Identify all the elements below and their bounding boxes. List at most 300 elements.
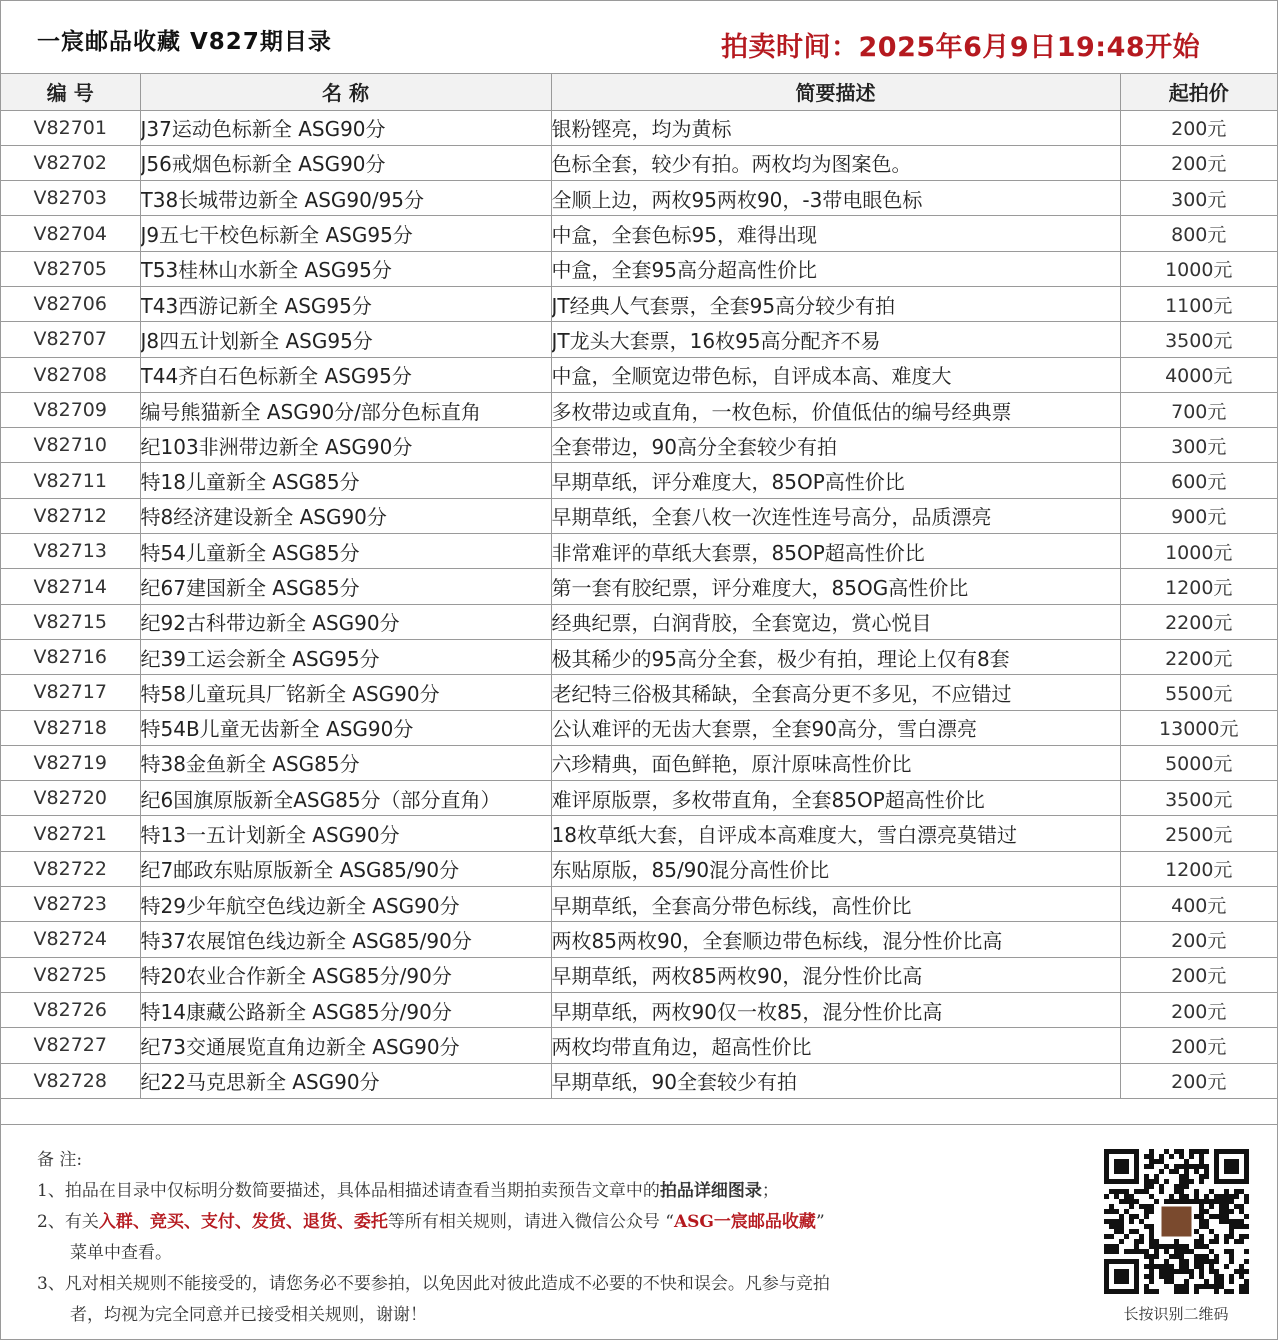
lot-number: V82704 — [1, 216, 140, 251]
qr-module — [1224, 1234, 1229, 1239]
lot-description: 早期草纸，全套高分带色标线，高性价比 — [551, 887, 1120, 922]
qr-module — [1224, 1199, 1229, 1204]
lot-start-price: 300元 — [1120, 428, 1277, 463]
lot-description: 东贴原版，85/90混分高性价比 — [551, 851, 1120, 886]
qr-module — [1159, 1264, 1164, 1269]
qr-module — [1104, 1219, 1109, 1224]
qr-module — [1124, 1249, 1129, 1254]
qr-module — [1194, 1284, 1199, 1289]
qr-module — [1104, 1194, 1109, 1199]
qr-module — [1204, 1164, 1209, 1169]
qr-module — [1159, 1274, 1164, 1279]
qr-module — [1179, 1289, 1184, 1294]
qr-module — [1114, 1224, 1119, 1229]
qr-module — [1109, 1219, 1114, 1224]
qr-module — [1214, 1274, 1219, 1279]
qr-module — [1219, 1209, 1224, 1214]
lot-description: 难评原版票，多枚带直角，全套85OP超高性价比 — [551, 781, 1120, 816]
qr-code-graphic — [1104, 1149, 1249, 1294]
lot-description: 两枚85两枚90，全套顺边带色标线，混分性价比高 — [551, 922, 1120, 957]
lot-start-price: 2500元 — [1120, 816, 1277, 851]
qr-module — [1239, 1284, 1244, 1289]
qr-module — [1244, 1249, 1249, 1254]
qr-module — [1199, 1224, 1204, 1229]
notes-heading: 备 注: — [37, 1150, 83, 1170]
qr-module — [1194, 1229, 1199, 1234]
qr-module — [1189, 1199, 1194, 1204]
lot-description: 六珍精典，面色鲜艳，原汁原味高性价比 — [551, 745, 1120, 780]
lot-start-price: 5500元 — [1120, 675, 1277, 710]
qr-module — [1239, 1224, 1244, 1229]
note-2-item: 竞买 — [149, 1212, 184, 1232]
qr-module — [1134, 1189, 1139, 1194]
qr-module — [1124, 1194, 1129, 1199]
qr-module — [1239, 1264, 1244, 1269]
qr-module — [1149, 1224, 1154, 1229]
lot-start-price: 1200元 — [1120, 851, 1277, 886]
qr-module — [1164, 1249, 1169, 1254]
qr-module — [1154, 1264, 1159, 1269]
notes-section — [1, 1124, 1277, 1340]
qr-module — [1204, 1259, 1209, 1264]
lot-name: 纪73交通展览直角边新全 ASG90分 — [140, 1028, 551, 1063]
qr-module — [1179, 1244, 1184, 1249]
qr-module — [1169, 1264, 1174, 1269]
lot-name: J56戒烟色标新全 ASG90分 — [140, 145, 551, 180]
table-row — [1, 1028, 1277, 1063]
qr-module — [1224, 1264, 1229, 1269]
qr-module — [1139, 1249, 1144, 1254]
lot-name: 特20农业合作新全 ASG85分/90分 — [140, 957, 551, 992]
lot-start-price: 4000元 — [1120, 357, 1277, 392]
qr-module — [1214, 1269, 1219, 1274]
qr-module — [1219, 1204, 1224, 1209]
qr-module — [1144, 1164, 1149, 1169]
lot-description: 18枚草纸大套，自评成本高难度大，雪白漂亮莫错过 — [551, 816, 1120, 851]
qr-module — [1159, 1154, 1164, 1159]
qr-module — [1209, 1259, 1214, 1264]
qr-module — [1204, 1194, 1209, 1199]
qr-module — [1229, 1219, 1234, 1224]
lot-name: 纪103非洲带边新全 ASG90分 — [140, 428, 551, 463]
qr-module — [1179, 1264, 1184, 1269]
qr-module — [1149, 1194, 1154, 1199]
qr-module — [1219, 1199, 1224, 1204]
lot-description: 早期草纸，全套八枚一次连性连号高分，品质漂亮 — [551, 498, 1120, 533]
lot-description: 中盒，全套95高分超高性价比 — [551, 251, 1120, 286]
lot-name: 编号熊猫新全 ASG90分/部分色标直角 — [140, 392, 551, 427]
lot-start-price: 3500元 — [1120, 322, 1277, 357]
lot-number: V82720 — [1, 781, 140, 816]
qr-module — [1134, 1244, 1139, 1249]
qr-module — [1134, 1249, 1139, 1254]
qr-module — [1229, 1259, 1234, 1264]
qr-module — [1174, 1254, 1179, 1259]
qr-module — [1214, 1279, 1219, 1284]
qr-module — [1199, 1269, 1204, 1274]
qr-module — [1229, 1249, 1234, 1254]
note-2-end: ” — [815, 1212, 825, 1232]
qr-module — [1209, 1199, 1214, 1204]
qr-module — [1194, 1189, 1199, 1194]
notes-body — [37, 1145, 1047, 1331]
qr-module — [1134, 1199, 1139, 1204]
lot-description: JT龙头大套票，16枚95高分配齐不易 — [551, 322, 1120, 357]
qr-module — [1144, 1274, 1149, 1279]
note-2-item: 支付 — [200, 1212, 235, 1232]
lot-name: 纪39工运会新全 ASG95分 — [140, 639, 551, 674]
lot-name: 纪67建国新全 ASG85分 — [140, 569, 551, 604]
qr-module — [1229, 1199, 1234, 1204]
qr-module — [1209, 1264, 1214, 1269]
qr-module — [1244, 1269, 1249, 1274]
qr-module — [1129, 1219, 1134, 1224]
table-row — [1, 216, 1277, 251]
qr-module — [1144, 1249, 1149, 1254]
qr-module — [1224, 1189, 1229, 1194]
qr-module — [1179, 1164, 1184, 1169]
note-2-item: 发货 — [251, 1212, 286, 1232]
qr-module — [1169, 1244, 1174, 1249]
qr-module — [1224, 1249, 1229, 1254]
lot-number: V82725 — [1, 957, 140, 992]
qr-module — [1164, 1149, 1169, 1154]
qr-module — [1184, 1289, 1189, 1294]
qr-module — [1114, 1244, 1119, 1249]
qr-module — [1159, 1244, 1164, 1249]
lot-start-price: 300元 — [1120, 181, 1277, 216]
qr-module — [1194, 1164, 1199, 1169]
lot-number: V82711 — [1, 463, 140, 498]
qr-module — [1179, 1199, 1184, 1204]
lot-number: V82727 — [1, 1028, 140, 1063]
qr-module — [1184, 1249, 1189, 1254]
qr-module — [1199, 1284, 1204, 1289]
qr-finder-center — [1114, 1269, 1129, 1284]
lot-description: 中盒，全顺宽边带色标，自评成本高、难度大 — [551, 357, 1120, 392]
qr-module — [1144, 1289, 1149, 1294]
lot-number: V82703 — [1, 181, 140, 216]
qr-module — [1169, 1199, 1174, 1204]
qr-module — [1184, 1279, 1189, 1284]
qr-module — [1184, 1184, 1189, 1189]
qr-module — [1149, 1204, 1154, 1209]
lot-description: 多枚带边或直角，一枚色标，价值低估的编号经典票 — [551, 392, 1120, 427]
qr-module — [1149, 1234, 1154, 1239]
qr-module — [1119, 1224, 1124, 1229]
qr-module — [1144, 1214, 1149, 1219]
qr-module — [1144, 1179, 1149, 1184]
qr-module — [1199, 1244, 1204, 1249]
table-row — [1, 816, 1277, 851]
qr-module — [1219, 1279, 1224, 1284]
qr-module — [1229, 1254, 1234, 1259]
qr-module — [1149, 1289, 1154, 1294]
qr-module — [1149, 1259, 1154, 1264]
qr-module — [1124, 1189, 1129, 1194]
column-header-price: 起拍价 — [1120, 74, 1277, 110]
qr-module — [1179, 1269, 1184, 1274]
table-row — [1, 957, 1277, 992]
qr-module — [1229, 1209, 1234, 1214]
qr-module — [1214, 1239, 1219, 1244]
qr-module — [1114, 1229, 1119, 1234]
lot-description: 经典纪票，白润背胶，全套宽边，赏心悦目 — [551, 604, 1120, 639]
qr-module — [1194, 1289, 1199, 1294]
qr-module — [1209, 1214, 1214, 1219]
note-2-sep: 、 — [234, 1212, 252, 1232]
table-row — [1, 463, 1277, 498]
qr-module — [1119, 1229, 1124, 1234]
qr-module — [1229, 1234, 1234, 1239]
qr-module — [1174, 1184, 1179, 1189]
catalog-table — [1, 74, 1277, 1099]
qr-module — [1114, 1189, 1119, 1194]
qr-module — [1174, 1289, 1179, 1294]
qr-module — [1204, 1219, 1209, 1224]
qr-module — [1154, 1244, 1159, 1249]
qr-code[interactable] — [1104, 1149, 1249, 1294]
qr-module — [1164, 1264, 1169, 1269]
lot-description: 极其稀少的95高分全套，极少有拍，理论上仅有8套 — [551, 639, 1120, 674]
qr-module — [1199, 1164, 1204, 1169]
qr-module — [1144, 1264, 1149, 1269]
lot-description: 色标全套，较少有拍。两枚均为图案色。 — [551, 145, 1120, 180]
lot-name: 特29少年航空色线边新全 ASG90分 — [140, 887, 551, 922]
qr-module — [1199, 1204, 1204, 1209]
qr-module — [1224, 1194, 1229, 1199]
column-header-number: 编 号 — [1, 74, 140, 110]
qr-module — [1184, 1179, 1189, 1184]
lot-number: V82702 — [1, 145, 140, 180]
lot-name: J9五七干校色标新全 ASG95分 — [140, 216, 551, 251]
lot-number: V82716 — [1, 639, 140, 674]
lot-start-price: 13000元 — [1120, 710, 1277, 745]
qr-module — [1239, 1239, 1244, 1244]
lot-start-price: 2200元 — [1120, 604, 1277, 639]
qr-module — [1179, 1179, 1184, 1184]
lot-name: 特37农展馆色线边新全 ASG85/90分 — [140, 922, 551, 957]
lot-number: V82728 — [1, 1063, 140, 1098]
lot-number: V82722 — [1, 851, 140, 886]
note-2-sep: 、 — [183, 1212, 201, 1232]
table-row — [1, 992, 1277, 1027]
qr-module — [1174, 1284, 1179, 1289]
qr-module — [1159, 1189, 1164, 1194]
qr-module — [1154, 1174, 1159, 1179]
qr-module — [1109, 1234, 1114, 1239]
qr-module — [1104, 1209, 1109, 1214]
qr-module — [1199, 1179, 1204, 1184]
qr-module — [1164, 1274, 1169, 1279]
qr-module — [1234, 1194, 1239, 1199]
qr-module — [1239, 1289, 1244, 1294]
qr-module — [1109, 1204, 1114, 1209]
qr-module — [1154, 1289, 1159, 1294]
lot-name: T43西游记新全 ASG95分 — [140, 286, 551, 321]
qr-module — [1199, 1199, 1204, 1204]
qr-module — [1199, 1234, 1204, 1239]
note-3-line-2: 者，均视为完全同意并已接受相关规则，谢谢！ — [70, 1305, 427, 1325]
qr-module — [1244, 1284, 1249, 1289]
qr-module — [1109, 1209, 1114, 1214]
qr-module — [1169, 1269, 1174, 1274]
qr-module — [1149, 1154, 1154, 1159]
qr-module — [1234, 1239, 1239, 1244]
qr-module — [1144, 1284, 1149, 1289]
qr-module — [1139, 1219, 1144, 1224]
qr-module — [1189, 1149, 1194, 1154]
table-row — [1, 604, 1277, 639]
lot-start-price: 800元 — [1120, 216, 1277, 251]
qr-module — [1144, 1254, 1149, 1259]
lot-start-price: 5000元 — [1120, 745, 1277, 780]
qr-module — [1159, 1169, 1164, 1174]
lot-start-price: 1000元 — [1120, 251, 1277, 286]
qr-module — [1164, 1164, 1169, 1169]
note-2-mid: 等所有相关规则，请进入微信公众号 “ — [387, 1212, 674, 1232]
lot-description: 银粉铿亮，均为黄标 — [551, 110, 1120, 145]
qr-module — [1214, 1289, 1219, 1294]
qr-module — [1214, 1254, 1219, 1259]
lot-name: 特54儿童新全 ASG85分 — [140, 534, 551, 569]
qr-module — [1169, 1154, 1174, 1159]
qr-module — [1164, 1259, 1169, 1264]
qr-module — [1164, 1179, 1169, 1184]
qr-module — [1184, 1284, 1189, 1289]
qr-module — [1204, 1224, 1209, 1229]
qr-module — [1214, 1214, 1219, 1219]
qr-module — [1204, 1209, 1209, 1214]
qr-module — [1119, 1214, 1124, 1219]
qr-module — [1144, 1154, 1149, 1159]
table-row — [1, 357, 1277, 392]
qr-module — [1199, 1174, 1204, 1179]
qr-module — [1199, 1259, 1204, 1264]
qr-module — [1149, 1184, 1154, 1189]
qr-module — [1239, 1219, 1244, 1224]
qr-module — [1164, 1199, 1169, 1204]
qr-module — [1199, 1254, 1204, 1259]
qr-module — [1209, 1249, 1214, 1254]
table-row — [1, 1063, 1277, 1098]
qr-module — [1154, 1179, 1159, 1184]
qr-module — [1179, 1189, 1184, 1194]
table-row — [1, 181, 1277, 216]
qr-module — [1219, 1284, 1224, 1289]
qr-module — [1244, 1199, 1249, 1204]
qr-module — [1104, 1234, 1109, 1239]
qr-module — [1179, 1284, 1184, 1289]
qr-logo — [1162, 1207, 1192, 1237]
qr-module — [1119, 1189, 1124, 1194]
qr-caption: 长按识别二维码 — [1123, 1305, 1229, 1323]
qr-module — [1214, 1234, 1219, 1239]
qr-module — [1139, 1239, 1144, 1244]
qr-module — [1174, 1149, 1179, 1154]
qr-module — [1179, 1154, 1184, 1159]
qr-module — [1119, 1199, 1124, 1204]
qr-module — [1204, 1199, 1209, 1204]
lot-number: V82713 — [1, 534, 140, 569]
qr-module — [1214, 1259, 1219, 1264]
table-row — [1, 251, 1277, 286]
lot-description: 早期草纸，两枚90仅一枚85，混分性价比高 — [551, 992, 1120, 1027]
qr-module — [1209, 1284, 1214, 1289]
qr-module — [1159, 1159, 1164, 1164]
qr-module — [1149, 1239, 1154, 1244]
table-row — [1, 145, 1277, 180]
qr-module — [1139, 1234, 1144, 1239]
qr-module — [1199, 1264, 1204, 1269]
qr-module — [1129, 1214, 1134, 1219]
qr-module — [1224, 1239, 1229, 1244]
qr-module — [1204, 1284, 1209, 1289]
qr-module — [1179, 1259, 1184, 1264]
lot-number: V82705 — [1, 251, 140, 286]
qr-module — [1164, 1269, 1169, 1274]
qr-module — [1134, 1239, 1139, 1244]
qr-module — [1174, 1189, 1179, 1194]
qr-module — [1169, 1169, 1174, 1174]
qr-module — [1129, 1204, 1134, 1209]
qr-module — [1234, 1269, 1239, 1274]
lot-start-price: 200元 — [1120, 145, 1277, 180]
qr-module — [1149, 1164, 1154, 1169]
qr-module — [1104, 1249, 1109, 1254]
qr-module — [1139, 1204, 1144, 1209]
lot-number: V82719 — [1, 745, 140, 780]
qr-module — [1204, 1244, 1209, 1249]
qr-module — [1154, 1254, 1159, 1259]
qr-module — [1199, 1209, 1204, 1214]
lot-number: V82718 — [1, 710, 140, 745]
table-row — [1, 110, 1277, 145]
table-row — [1, 887, 1277, 922]
qr-module — [1244, 1259, 1249, 1264]
lot-number: V82710 — [1, 428, 140, 463]
lot-description: 两枚均带直角边，超高性价比 — [551, 1028, 1120, 1063]
lot-description: 公认难评的无齿大套票，全套90高分，雪白漂亮 — [551, 710, 1120, 745]
table-row — [1, 322, 1277, 357]
table-row — [1, 428, 1277, 463]
qr-module — [1174, 1164, 1179, 1169]
table-row — [1, 781, 1277, 816]
qr-module — [1244, 1214, 1249, 1219]
table-row — [1, 922, 1277, 957]
qr-module — [1134, 1229, 1139, 1234]
qr-module — [1234, 1224, 1239, 1229]
note-1-suffix: ； — [761, 1181, 779, 1201]
lot-description: JT经典人气套票，全套95高分较少有拍 — [551, 286, 1120, 321]
qr-module — [1129, 1249, 1134, 1254]
table-row — [1, 639, 1277, 674]
lot-name: T53桂林山水新全 ASG95分 — [140, 251, 551, 286]
qr-module — [1119, 1239, 1124, 1244]
qr-module — [1224, 1219, 1229, 1224]
qr-module — [1229, 1194, 1234, 1199]
qr-module — [1154, 1249, 1159, 1254]
qr-module — [1239, 1209, 1244, 1214]
lot-name: 特8经济建设新全 ASG90分 — [140, 498, 551, 533]
qr-module — [1234, 1189, 1239, 1194]
lot-name: 纪92古科带边新全 ASG90分 — [140, 604, 551, 639]
qr-finder-center — [1224, 1159, 1239, 1174]
qr-module — [1204, 1149, 1209, 1154]
qr-module — [1114, 1249, 1119, 1254]
qr-module — [1194, 1264, 1199, 1269]
qr-module — [1189, 1179, 1194, 1184]
